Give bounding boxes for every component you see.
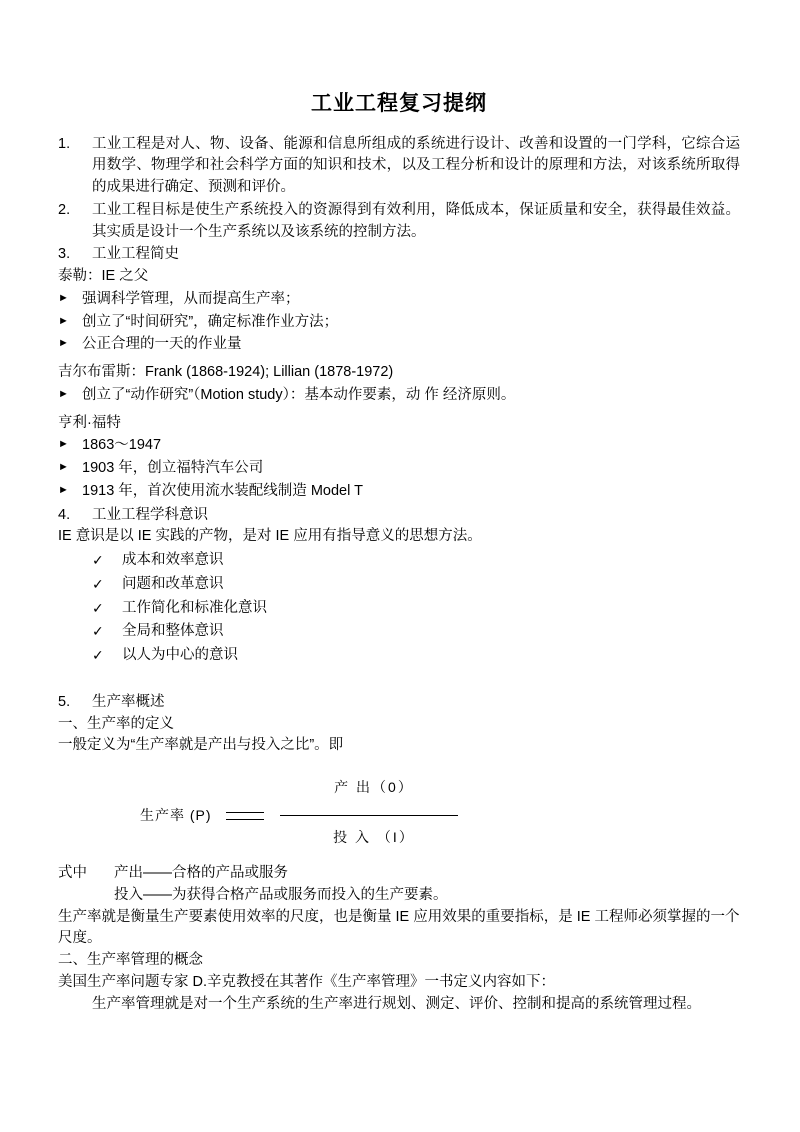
check-icon: ✓ — [92, 623, 104, 640]
list-item — [92, 550, 740, 572]
list-item — [58, 134, 740, 199]
item-number: 2. — [58, 201, 71, 218]
history-taylor-name: 泰勒：IE 之父 — [58, 268, 149, 284]
list-item-label: 1903 年，创立福特汽车公司 — [82, 460, 264, 476]
history-gilbreth-name: 吉尔布雷斯：Frank (1868-1924); Lillian (1878-1972) — [58, 364, 394, 380]
item-text: 工业工程学科意识 — [92, 506, 208, 523]
item-number: 4. — [58, 506, 71, 523]
ie-awareness-list — [92, 550, 740, 667]
list-item-label: 工作简化和标准化意识 — [122, 599, 267, 616]
list-item — [58, 385, 740, 407]
where-text: 产出——合格的产品或服务 — [114, 865, 288, 881]
page-title: 工业工程复习提纲 — [311, 92, 487, 115]
list-item-label: 强调科学管理，从而提高生产率； — [82, 290, 300, 307]
list-item-label: 成本和效率意识 — [122, 552, 224, 568]
item-text: 工业工程是对人、物、设备、能源和信息所组成的系统进行设计、改善和设置的一门学科，它综合运用数学、物理学和社会科学方面的知识和技术，以及工程分析和设计的原理和方法，对该系统所取得的成果进行确定、预测和评价。 — [92, 135, 740, 195]
list-item — [58, 692, 740, 714]
formula-where-line-1 — [58, 863, 740, 885]
list-item — [92, 621, 740, 643]
list-item — [92, 645, 740, 667]
formula-label: 生产率 (P) — [140, 807, 212, 823]
list-item — [58, 244, 740, 266]
list-item — [58, 458, 740, 480]
item-number: 5. — [58, 693, 71, 710]
list-item — [58, 289, 740, 311]
equals-sign-top — [226, 812, 264, 813]
triangle-bullet-icon: ► — [58, 387, 69, 400]
list-item — [92, 598, 740, 620]
list-item-label: 创立了“动作研究”（Motion study）：基本动作要素，动 作 经济原则。 — [82, 386, 516, 403]
list-item — [92, 574, 740, 596]
productivity-paragraph: 生产率就是衡量生产要素使用效率的尺度，也是衡量 IE 应用效果的重要指标，是 IE 工程师必须掌握的一个尺度。 — [58, 908, 740, 947]
list-item-label: 公正合理的一天的作业量 — [82, 336, 242, 353]
formula-denominator: 投 入 （I） — [333, 829, 415, 845]
fraction-bar — [280, 815, 458, 816]
item-number: 1. — [58, 135, 71, 152]
list-item-label: 1863～1947 — [82, 437, 162, 454]
item-text: 生产率概述 — [92, 693, 165, 710]
ie-awareness-definition: IE 意识是以 IE 实践的产物，是对 IE 应用有指导意义的思想方法。 — [58, 528, 482, 545]
section-2-text: 美国生产率问题专家 D.辛克教授在其著作《生产率管理》一书定义内容如下： — [58, 973, 556, 990]
check-icon: ✓ — [92, 599, 104, 616]
list-item — [58, 312, 740, 334]
check-icon: ✓ — [92, 647, 104, 663]
check-icon: ✓ — [92, 575, 104, 592]
triangle-bullet-icon: ► — [58, 438, 69, 451]
list-item — [58, 334, 740, 356]
section-1-title: 一、生产率的定义 — [58, 715, 174, 732]
triangle-bullet-icon: ► — [58, 314, 69, 327]
formula-where-line-2: 投入——为获得合格产品或服务而投入的生产要素。 — [114, 886, 448, 903]
list-item-label: 问题和改革意识 — [122, 575, 224, 592]
check-icon: ✓ — [92, 552, 104, 568]
formula-numerator: 产 出（0） — [334, 779, 414, 795]
list-item — [58, 200, 740, 244]
triangle-bullet-icon: ► — [58, 291, 69, 304]
history-ford-points — [58, 435, 740, 502]
section-1-text: 一般定义为“生产率就是产出与投入之比”。即 — [58, 737, 344, 754]
history-taylor-points — [58, 289, 740, 356]
where-label: 式中 — [58, 865, 87, 881]
item-text: 工业工程目标是使生产系统投入的资源得到有效利用，降低成本，保证质量和安全，获得最佳效益。其实质是设计一个生产系统以及该系统的控制方法。 — [92, 201, 740, 240]
equals-sign-bottom — [226, 819, 264, 820]
list-item — [58, 505, 740, 527]
section-2-title: 二、生产率管理的概念 — [58, 952, 203, 968]
triangle-bullet-icon: ► — [58, 483, 69, 496]
list-item-label: 全局和整体意识 — [122, 623, 224, 640]
item-text: 工业工程简史 — [92, 246, 179, 263]
list-item-label: 创立了“时间研究”，确定标准作业方法； — [82, 313, 339, 330]
item-number: 3. — [58, 246, 71, 263]
history-ford-name: 亨利·福特 — [58, 414, 121, 431]
list-item-label: 以人为中心的意识 — [122, 647, 238, 663]
history-gilbreth-points — [58, 385, 740, 407]
triangle-bullet-icon: ► — [58, 461, 69, 473]
list-item-label: 1913 年，首次使用流水装配线制造 Model T — [82, 482, 363, 499]
list-item — [58, 435, 740, 457]
section-2-paragraph: 生产率管理就是对一个生产系统的生产率进行规划、测定、评价、控制和提高的系统管理过程。 — [92, 995, 701, 1012]
productivity-formula — [58, 771, 740, 857]
triangle-bullet-icon: ► — [58, 337, 69, 350]
list-item — [58, 481, 740, 503]
